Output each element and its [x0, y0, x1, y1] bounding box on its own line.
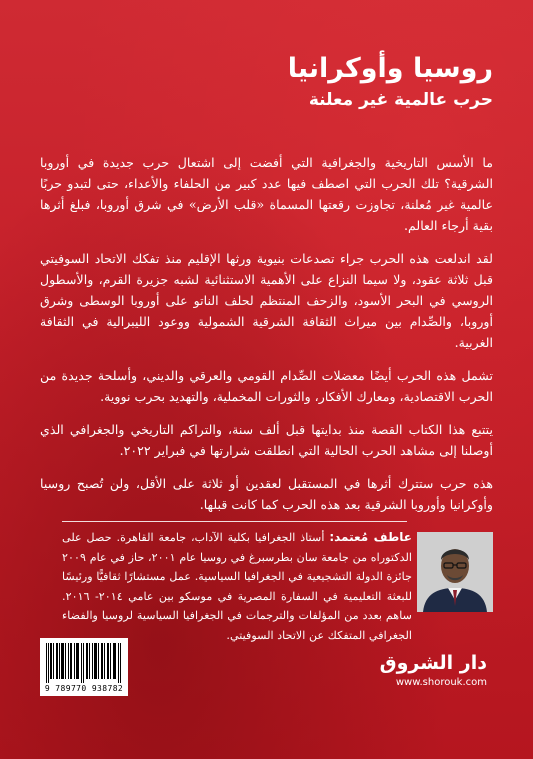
author-bio	[62, 528, 412, 646]
author-name: عاطف مُعتمد:	[329, 530, 412, 544]
blurb-paragraph: هذه حرب ستترك أثرها في المستقبل لعقدين أو ثلاثة على الأقل، ولن تُصبح روسيا وأوكرانيا وأوروبا الشرقية بعد هذه الحرب كما كانت قبلها.	[40, 476, 493, 512]
blurb-paragraph: تشمل هذه الحرب أيضًا معضلات الصِّدام القومي والعرقي والديني، وأسلحة جديدة من الحرب الاقتصادية، ومعارك الأفكار، والثورات المخملية، والتهديد بحرب نووية.	[40, 368, 493, 404]
author-bio-text: أستاذ الجغرافيا بكلية الآداب، جامعة القاهرة. حصل على الدكتوراه من جامعة سان بطرسبرغ في روسيا عام ٢٠٠١، حاز في عام ٢٠٠٩ جائزة الدولة التشجيعية في الجغرافيا السياسية. عمل مستشارًا ثقافيًّا ورئيسًا للبعثة التعليمية في السفارة المصرية في موسكو بين عامي ٢٠١٤- ٢٠١٦. ساهم بعدد من المؤلفات والترجمات في الجغرافيا السياسية لروسيا والفضاء الجغرافي المتفكك عن الاتحاد السوفيتي.	[62, 531, 412, 642]
isbn-barcode	[40, 638, 128, 696]
barcode-digits: 9 789770 938782	[44, 684, 124, 693]
author-portrait-icon	[417, 532, 493, 612]
blurb	[40, 152, 493, 527]
publisher-logo: دار الشروق	[379, 652, 487, 674]
barcode-icon	[46, 643, 122, 683]
author-photo	[417, 532, 493, 612]
book-title: روسيا وأوكرانيا	[287, 53, 493, 84]
title-block	[288, 52, 493, 112]
publisher	[380, 652, 487, 688]
blurb-paragraph: لقد اندلعت هذه الحرب جراء تصدعات بنيوية ورثها الإقليم منذ تفكك الاتحاد السوفيتي قبل ثلاثة عقود، ولا سيما النزاع على الأهمية الاستثنائية لشبه جزيرة القرم، والأسطول الروسي في البحر الأسود، والزحف المنتظم لحلف الناتو على أوروبا الوسطى وشرق أوروبا، والصِّدام بين ميراث الثقافة الشرقية الشمولية ووعود الليبرالية في الثقافة الغربية.	[40, 251, 493, 350]
publisher-url: www.shorouk.com	[395, 677, 487, 688]
book-subtitle: حرب عالمية غير معلنة	[308, 90, 493, 110]
blurb-paragraph: ما الأسس التاريخية والجغرافية التي أفضت إلى اشتعال حرب جديدة في أوروبا الشرقية؟ تلك الحرب التي اصطف فيها عدد كبير من الحلفاء والأعداء، حتى لتبدو حربًا عالمية غير مُعلنة، تجاوزت رقعتها المسماة «قلب الأرض» في شرق أوروبا، فبلغ أثرها بقية أرجاء العالم.	[40, 155, 493, 233]
divider	[62, 521, 407, 522]
blurb-paragraph: يتتبع هذا الكتاب القصة منذ بدايتها قبل ألف سنة، والتراكم التاريخي والجغرافي الذي أوصلنا إلى مشاهد الحرب الحالية التي انطلقت شرارتها في فبراير ٢٠٢٢.	[40, 422, 493, 458]
